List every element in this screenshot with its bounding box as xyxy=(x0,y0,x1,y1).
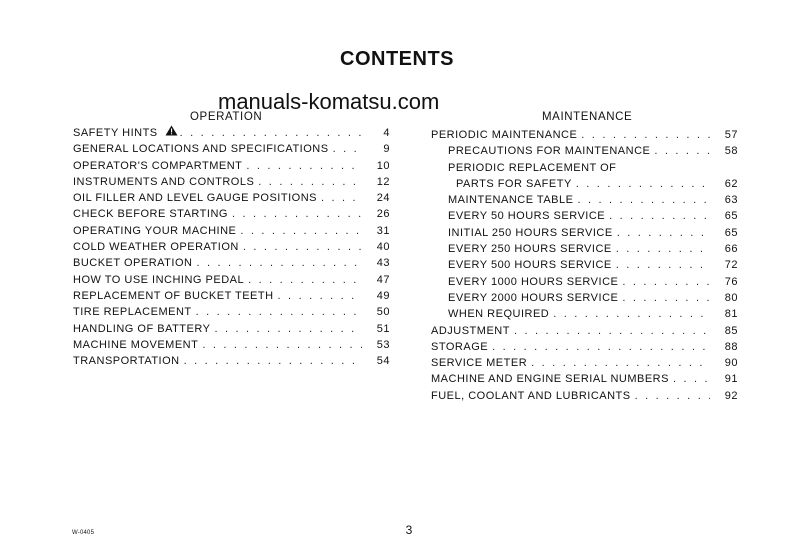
toc-entry-page-number: 9 xyxy=(368,141,390,157)
dot-leader xyxy=(184,353,362,369)
dot-leader xyxy=(196,304,362,320)
toc-entry-page-number: 12 xyxy=(368,174,390,190)
toc-entry-page-number: 91 xyxy=(716,371,738,387)
toc-entry-label: SAFETY HINTS xyxy=(73,125,162,141)
toc-entry-label: MAINTENANCE TABLE xyxy=(448,192,577,208)
toc-entry xyxy=(431,290,738,306)
toc-entry xyxy=(73,206,390,222)
toc-entry-page-number: 47 xyxy=(368,272,390,288)
dot-leader xyxy=(492,339,710,355)
toc-entry-label: STORAGE xyxy=(431,339,492,355)
dot-leader xyxy=(180,125,362,141)
toc-entry-label: SERVICE METER xyxy=(431,355,531,371)
dot-leader xyxy=(196,255,362,271)
toc-entry-page-number: 53 xyxy=(368,337,390,353)
toc-entry-label: COLD WEATHER OPERATION xyxy=(73,239,243,255)
toc-entry xyxy=(431,323,738,339)
toc-entry xyxy=(73,190,390,206)
dot-leader xyxy=(531,355,710,371)
toc-entry-label: FUEL, COOLANT AND LUBRICANTS xyxy=(431,388,635,404)
dot-leader xyxy=(576,176,710,192)
toc-entry-page-number: 4 xyxy=(368,125,390,141)
toc-entry xyxy=(431,306,738,322)
toc-entry xyxy=(73,321,390,337)
toc-entry-row xyxy=(431,323,710,339)
dot-leader xyxy=(321,190,362,206)
dot-leader xyxy=(617,225,710,241)
toc-entry-label: PERIODIC REPLACEMENT OF xyxy=(448,160,620,176)
dot-leader xyxy=(243,239,362,255)
toc-entry xyxy=(431,274,738,290)
toc-entry-row xyxy=(73,255,362,271)
toc-entry-label: EVERY 250 HOURS SERVICE xyxy=(448,241,616,257)
dot-leader xyxy=(609,208,710,224)
dot-leader xyxy=(654,143,710,159)
toc-entry-label: ADJUSTMENT xyxy=(431,323,514,339)
dot-leader xyxy=(616,257,710,273)
toc-entry-row xyxy=(73,223,362,239)
toc-entry-row xyxy=(431,257,710,273)
toc-entry-page-number: 50 xyxy=(368,304,390,320)
dot-leader xyxy=(577,192,710,208)
toc-entry-row xyxy=(73,206,362,222)
toc-entry-label: EVERY 1000 HOURS SERVICE xyxy=(448,274,622,290)
operation-toc-list xyxy=(73,125,390,369)
toc-entry-row xyxy=(73,288,362,304)
toc-entry xyxy=(73,223,390,239)
toc-entry xyxy=(431,241,738,257)
toc-entry-page-number: 58 xyxy=(716,143,738,159)
dot-leader xyxy=(622,290,710,306)
toc-entry-page-number: 81 xyxy=(716,306,738,322)
toc-entry-page-number: 63 xyxy=(716,192,738,208)
dot-leader xyxy=(581,127,710,143)
toc-entry-label: BUCKET OPERATION xyxy=(73,255,196,271)
toc-entry-row xyxy=(73,337,362,353)
toc-entry xyxy=(73,158,390,174)
toc-entry-row xyxy=(431,290,710,306)
dot-leader xyxy=(635,388,710,404)
toc-entry-row xyxy=(73,239,362,255)
toc-entry xyxy=(431,176,738,192)
toc-entry-label: OPERATING YOUR MACHINE xyxy=(73,223,240,239)
toc-entry xyxy=(431,127,738,143)
toc-entry-row xyxy=(431,355,710,371)
toc-entry-row xyxy=(431,176,710,192)
operation-heading: OPERATION xyxy=(190,111,263,123)
dot-leader xyxy=(246,158,362,174)
toc-entry-row xyxy=(73,190,362,206)
toc-entry xyxy=(73,353,390,369)
toc-entry xyxy=(73,141,390,157)
dot-leader xyxy=(232,206,362,222)
toc-entry xyxy=(431,371,738,387)
dot-leader xyxy=(622,274,710,290)
toc-entry-label: INITIAL 250 HOURS SERVICE xyxy=(448,225,617,241)
toc-entry-row xyxy=(431,274,710,290)
toc-entry xyxy=(431,208,738,224)
toc-entry-row xyxy=(431,241,710,257)
toc-entry-row xyxy=(431,192,710,208)
toc-entry-page-number: 54 xyxy=(368,353,390,369)
toc-entry-page-number: 76 xyxy=(716,274,738,290)
warning-triangle-icon xyxy=(165,125,178,136)
toc-entry-page-number: 43 xyxy=(368,255,390,271)
toc-entry-page-number: 57 xyxy=(716,127,738,143)
toc-entry-label: EVERY 500 HOURS SERVICE xyxy=(448,257,616,273)
toc-entry-label: TIRE REPLACEMENT xyxy=(73,304,196,320)
toc-entry-label: HANDLING OF BATTERY xyxy=(73,321,214,337)
toc-entry-label: OPERATOR'S COMPARTMENT xyxy=(73,158,246,174)
dot-leader xyxy=(514,323,710,339)
toc-entry-row xyxy=(73,353,362,369)
toc-entry-label: REPLACEMENT OF BUCKET TEETH xyxy=(73,288,278,304)
page-title: CONTENTS xyxy=(340,48,454,70)
toc-entry-row xyxy=(431,371,710,387)
toc-entry xyxy=(73,272,390,288)
toc-entry-label: OIL FILLER AND LEVEL GAUGE POSITIONS xyxy=(73,190,321,206)
toc-entry-page-number: 80 xyxy=(716,290,738,306)
toc-entry-page-number: 90 xyxy=(716,355,738,371)
dot-leader xyxy=(202,337,362,353)
toc-entry-label: MACHINE AND ENGINE SERIAL NUMBERS xyxy=(431,371,673,387)
toc-entry xyxy=(431,355,738,371)
toc-entry-page-number: 26 xyxy=(368,206,390,222)
toc-entry xyxy=(431,388,738,404)
toc-entry xyxy=(431,225,738,241)
toc-entry xyxy=(73,174,390,190)
toc-entry-row xyxy=(431,339,710,355)
dot-leader xyxy=(616,241,710,257)
toc-entry-page-number: 49 xyxy=(368,288,390,304)
toc-entry-page-number: 40 xyxy=(368,239,390,255)
toc-entry-label: INSTRUMENTS AND CONTROLS xyxy=(73,174,258,190)
toc-entry-page-number: 92 xyxy=(716,388,738,404)
dot-leader xyxy=(673,371,710,387)
toc-entry-page-number: 62 xyxy=(716,176,738,192)
toc-entry xyxy=(431,257,738,273)
toc-entry-label: MACHINE MOVEMENT xyxy=(73,337,202,353)
toc-entry xyxy=(73,304,390,320)
maintenance-heading: MAINTENANCE xyxy=(542,111,633,123)
toc-entry-page-number: 72 xyxy=(716,257,738,273)
dot-leader xyxy=(258,174,362,190)
toc-entry-label: HOW TO USE INCHING PEDAL xyxy=(73,272,248,288)
dot-leader xyxy=(214,321,362,337)
toc-entry-row xyxy=(431,225,710,241)
toc-entry-row xyxy=(73,304,362,320)
toc-entry xyxy=(73,239,390,255)
dot-leader xyxy=(553,306,710,322)
dot-leader xyxy=(240,223,362,239)
toc-entry-row xyxy=(73,321,362,337)
toc-entry-label: EVERY 2000 HOURS SERVICE xyxy=(448,290,622,306)
toc-entry-label: PRECAUTIONS FOR MAINTENANCE xyxy=(448,143,654,159)
toc-entry-label: WHEN REQUIRED xyxy=(448,306,553,322)
toc-entry xyxy=(431,160,738,176)
footer-code: W-0405 xyxy=(72,530,95,536)
toc-entry-row xyxy=(73,158,362,174)
toc-entry-page-number: 66 xyxy=(716,241,738,257)
toc-entry-label: PERIODIC MAINTENANCE xyxy=(431,127,581,143)
toc-entry-row xyxy=(431,306,710,322)
dot-leader xyxy=(333,141,362,157)
toc-entry xyxy=(73,337,390,353)
dot-leader xyxy=(248,272,362,288)
toc-entry-page-number: 51 xyxy=(368,321,390,337)
toc-entry-row xyxy=(431,160,710,176)
dot-leader xyxy=(278,288,362,304)
toc-entry-row xyxy=(73,125,362,141)
toc-entry-label: CHECK BEFORE STARTING xyxy=(73,206,232,222)
toc-entry-page-number: 31 xyxy=(368,223,390,239)
toc-entry-label: TRANSPORTATION xyxy=(73,353,184,369)
toc-entry-row xyxy=(431,143,710,159)
toc-entry-label: GENERAL LOCATIONS AND SPECIFICATIONS xyxy=(73,141,333,157)
toc-entry-page-number: 24 xyxy=(368,190,390,206)
toc-entry-page-number: 10 xyxy=(368,158,390,174)
toc-entry xyxy=(431,339,738,355)
maintenance-toc-list xyxy=(431,127,738,404)
toc-entry-row xyxy=(73,174,362,190)
toc-entry-row xyxy=(73,141,362,157)
toc-entry xyxy=(73,125,390,141)
watermark-text: manuals-komatsu.com xyxy=(218,89,440,114)
toc-entry xyxy=(431,192,738,208)
toc-entry-row xyxy=(431,388,710,404)
toc-entry-page-number: 88 xyxy=(716,339,738,355)
toc-entry-page-number: 65 xyxy=(716,225,738,241)
toc-entry-page-number: 65 xyxy=(716,208,738,224)
toc-entry xyxy=(73,288,390,304)
toc-entry-row xyxy=(431,208,710,224)
toc-entry-page-number: 85 xyxy=(716,323,738,339)
toc-entry xyxy=(73,255,390,271)
page-number: 3 xyxy=(405,523,413,537)
toc-entry xyxy=(431,143,738,159)
toc-entry-label: EVERY 50 HOURS SERVICE xyxy=(448,208,609,224)
toc-entry-row xyxy=(431,127,710,143)
toc-entry-label: PARTS FOR SAFETY xyxy=(456,176,576,192)
toc-entry-row xyxy=(73,272,362,288)
